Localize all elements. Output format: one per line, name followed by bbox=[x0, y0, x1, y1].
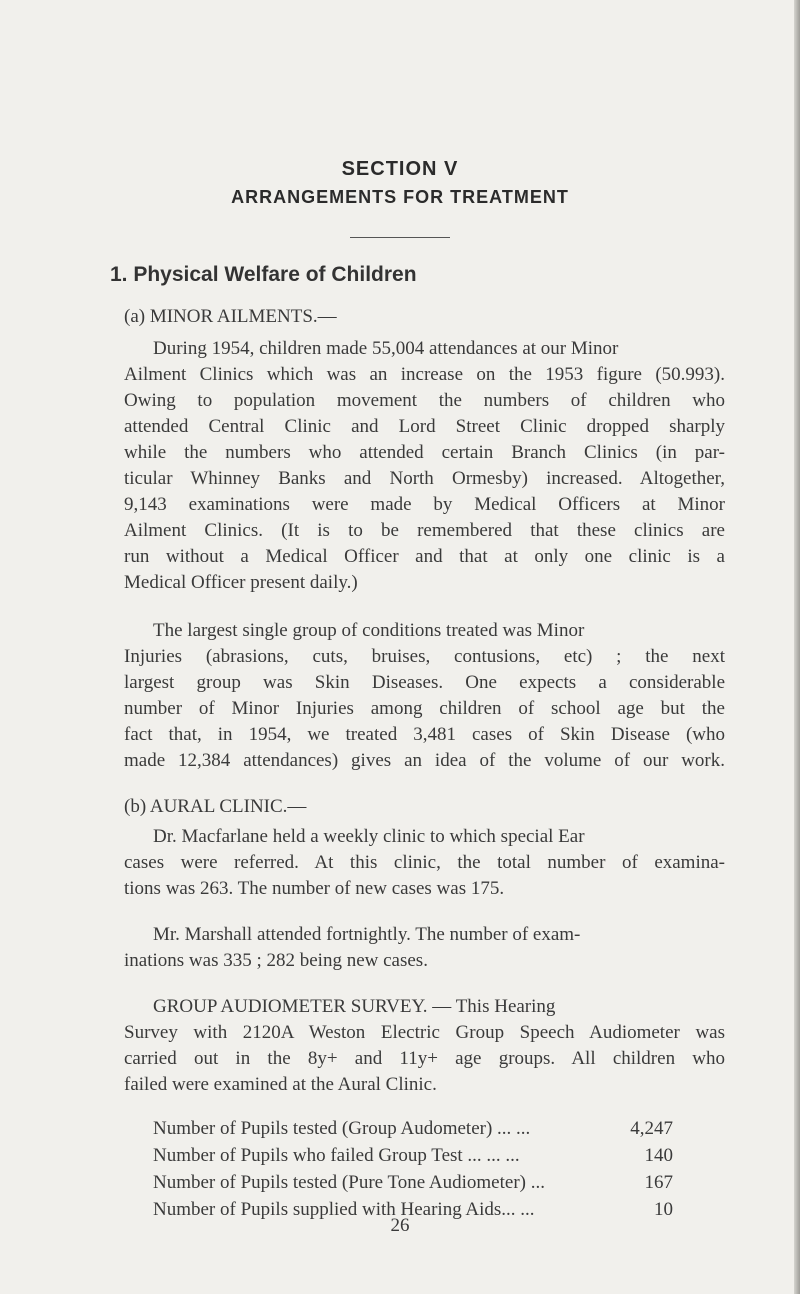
minor-p1-line: while the numbers who attended certain Branch Clinics (in par- bbox=[124, 442, 725, 463]
stats-value: 4,247 bbox=[630, 1118, 673, 1139]
minor-ailments-label: (a) MINOR AILMENTS.— bbox=[124, 306, 337, 327]
minor-p2-line: fact that, in 1954, we treated 3,481 cases of Skin Disease (who bbox=[124, 724, 725, 745]
minor-p1-line: Owing to population movement the numbers of children who bbox=[124, 390, 725, 411]
divider bbox=[350, 237, 450, 238]
minor-p1-line: ticular Whinney Banks and North Ormesby) increased. Altogether, bbox=[124, 468, 725, 489]
aural-p1-line: tions was 263. The number of new cases was 175. bbox=[124, 878, 505, 899]
minor-p2-line: number of Minor Injuries among children of school age but the bbox=[124, 698, 725, 719]
survey-p-line: failed were examined at the Aural Clinic. bbox=[124, 1074, 437, 1095]
aural-p2-line: Mr. Marshall attended fortnightly. The number of exam- bbox=[153, 924, 581, 945]
minor-p1-line: attended Central Clinic and Lord Street Clinic dropped sharply bbox=[124, 416, 725, 437]
minor-p2-line: largest group was Skin Diseases. One expects a considerable bbox=[124, 672, 725, 693]
minor-p1-line: Ailment Clinics which was an increase on the 1953 figure (50.993). bbox=[124, 364, 725, 385]
stats-value: 140 bbox=[644, 1145, 673, 1166]
minor-p1-line: run without a Medical Officer and that at only one clinic is a bbox=[124, 546, 725, 567]
stats-value: 10 bbox=[654, 1199, 673, 1220]
survey-p-line: GROUP AUDIOMETER SURVEY. — This Hearing bbox=[153, 996, 556, 1017]
aural-p2-line: inations was 335 ; 282 being new cases. bbox=[124, 950, 428, 971]
survey-p-line: carried out in the 8y+ and 11y+ age groups. All children who bbox=[124, 1048, 725, 1069]
survey-p-line: Survey with 2120A Weston Electric Group Speech Audiometer was bbox=[124, 1022, 725, 1043]
stats-row bbox=[153, 1118, 673, 1142]
minor-p2-line: The largest single group of conditions treated was Minor bbox=[153, 620, 585, 641]
aural-clinic-label: (b) AURAL CLINIC.— bbox=[124, 796, 307, 817]
minor-p1-line: Ailment Clinics. (It is to be remembered that these clinics are bbox=[124, 520, 725, 541]
minor-p2-line: made 12,384 attendances) gives an idea of the volume of our work. bbox=[124, 750, 725, 771]
minor-p1-line: During 1954, children made 55,004 attendances at our Minor bbox=[153, 338, 619, 359]
subheading: 1. Physical Welfare of Children bbox=[110, 263, 417, 286]
aural-p1-line: cases were referred. At this clinic, the total number of examina- bbox=[124, 852, 725, 873]
section-title: ARRANGEMENTS FOR TREATMENT bbox=[231, 187, 569, 207]
minor-p1-line: 9,143 examinations were made by Medical Officers at Minor bbox=[124, 494, 725, 515]
stats-row bbox=[153, 1145, 673, 1169]
minor-p2-line: Injuries (abrasions, cuts, bruises, contusions, etc) ; the next bbox=[124, 646, 725, 667]
page-number: 26 bbox=[390, 1215, 410, 1236]
stats-label: Number of Pupils who failed Group Test ... ... ... bbox=[153, 1145, 520, 1166]
stats-label: Number of Pupils tested (Pure Tone Audiometer) ... bbox=[153, 1172, 545, 1193]
minor-p1-line: Medical Officer present daily.) bbox=[124, 572, 358, 593]
section-heading: SECTION V bbox=[341, 158, 459, 180]
stats-row bbox=[153, 1172, 673, 1196]
aural-p1-line: Dr. Macfarlane held a weekly clinic to which special Ear bbox=[153, 826, 585, 847]
stats-label: Number of Pupils tested (Group Audometer) ... ... bbox=[153, 1118, 531, 1139]
stats-value: 167 bbox=[644, 1172, 673, 1193]
stats-label: Number of Pupils supplied with Hearing Aids... ... bbox=[153, 1199, 535, 1220]
